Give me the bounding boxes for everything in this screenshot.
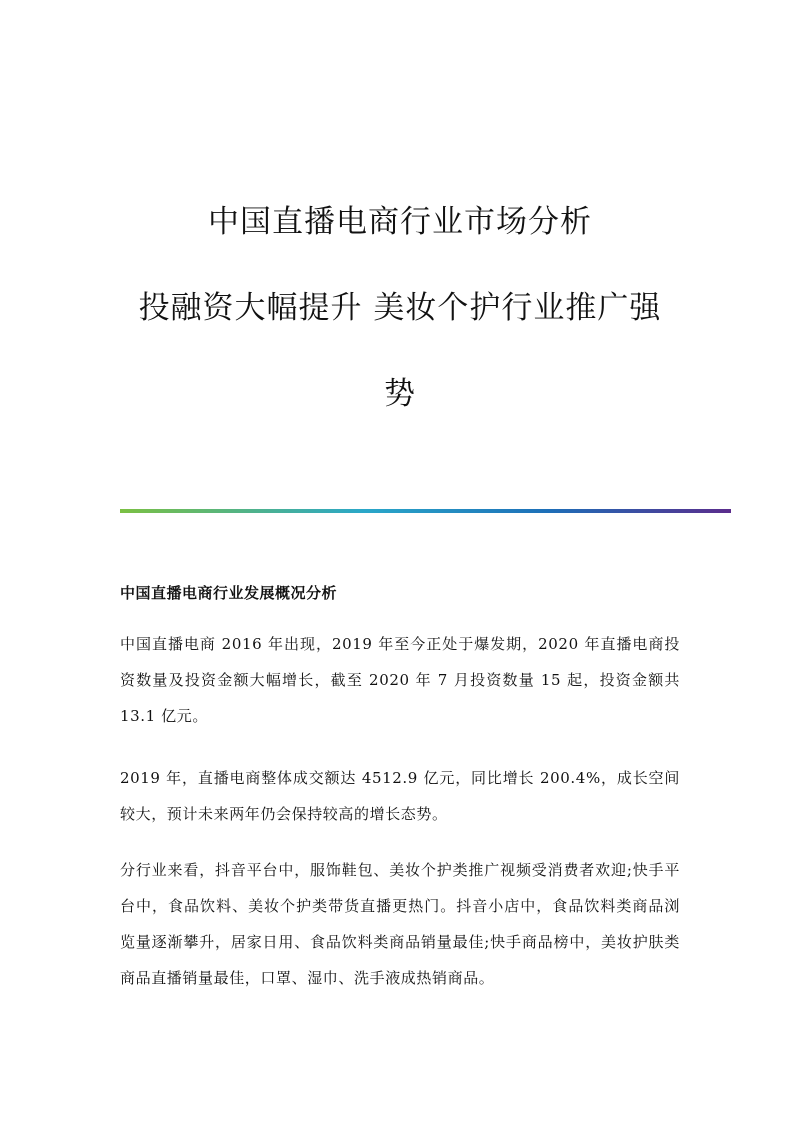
paragraph-1: 中国直播电商 2016 年出现，2019 年至今正处于爆发期，2020 年直播电商投资数量及投资金额大幅增长，截至 2020 年 7 月投资数量 15 起，投资金额共 13.1 亿元。 (120, 635, 680, 725)
title-line-3: 势 (384, 376, 416, 412)
paragraph-2: 2019 年，直播电商整体成交额达 4512.9 亿元，同比增长 200.4%，成长空间较大，预计未来两年仍会保持较高的增长态势。 (120, 769, 680, 823)
section-heading: 中国直播电商行业发展概况分析 (120, 584, 338, 602)
title-line-2: 投融资大幅提升 美妆个护行业推广强 (138, 290, 662, 326)
gradient-divider (120, 509, 731, 513)
title-line-1: 中国直播电商行业市场分析 (208, 204, 592, 240)
paragraph-3: 分行业来看，抖音平台中，服饰鞋包、美妆个护类推广视频受消费者欢迎;快手平台中，食品饮料、美妆个护类带货直播更热门。抖音小店中，食品饮料类商品浏览量逐渐攀升，居家日用、食品饮料类商品销量最佳;快手商品榜中，美妆护肤类商品直播销量最佳，口罩、湿巾、洗手液成热销商品。 (120, 861, 680, 987)
